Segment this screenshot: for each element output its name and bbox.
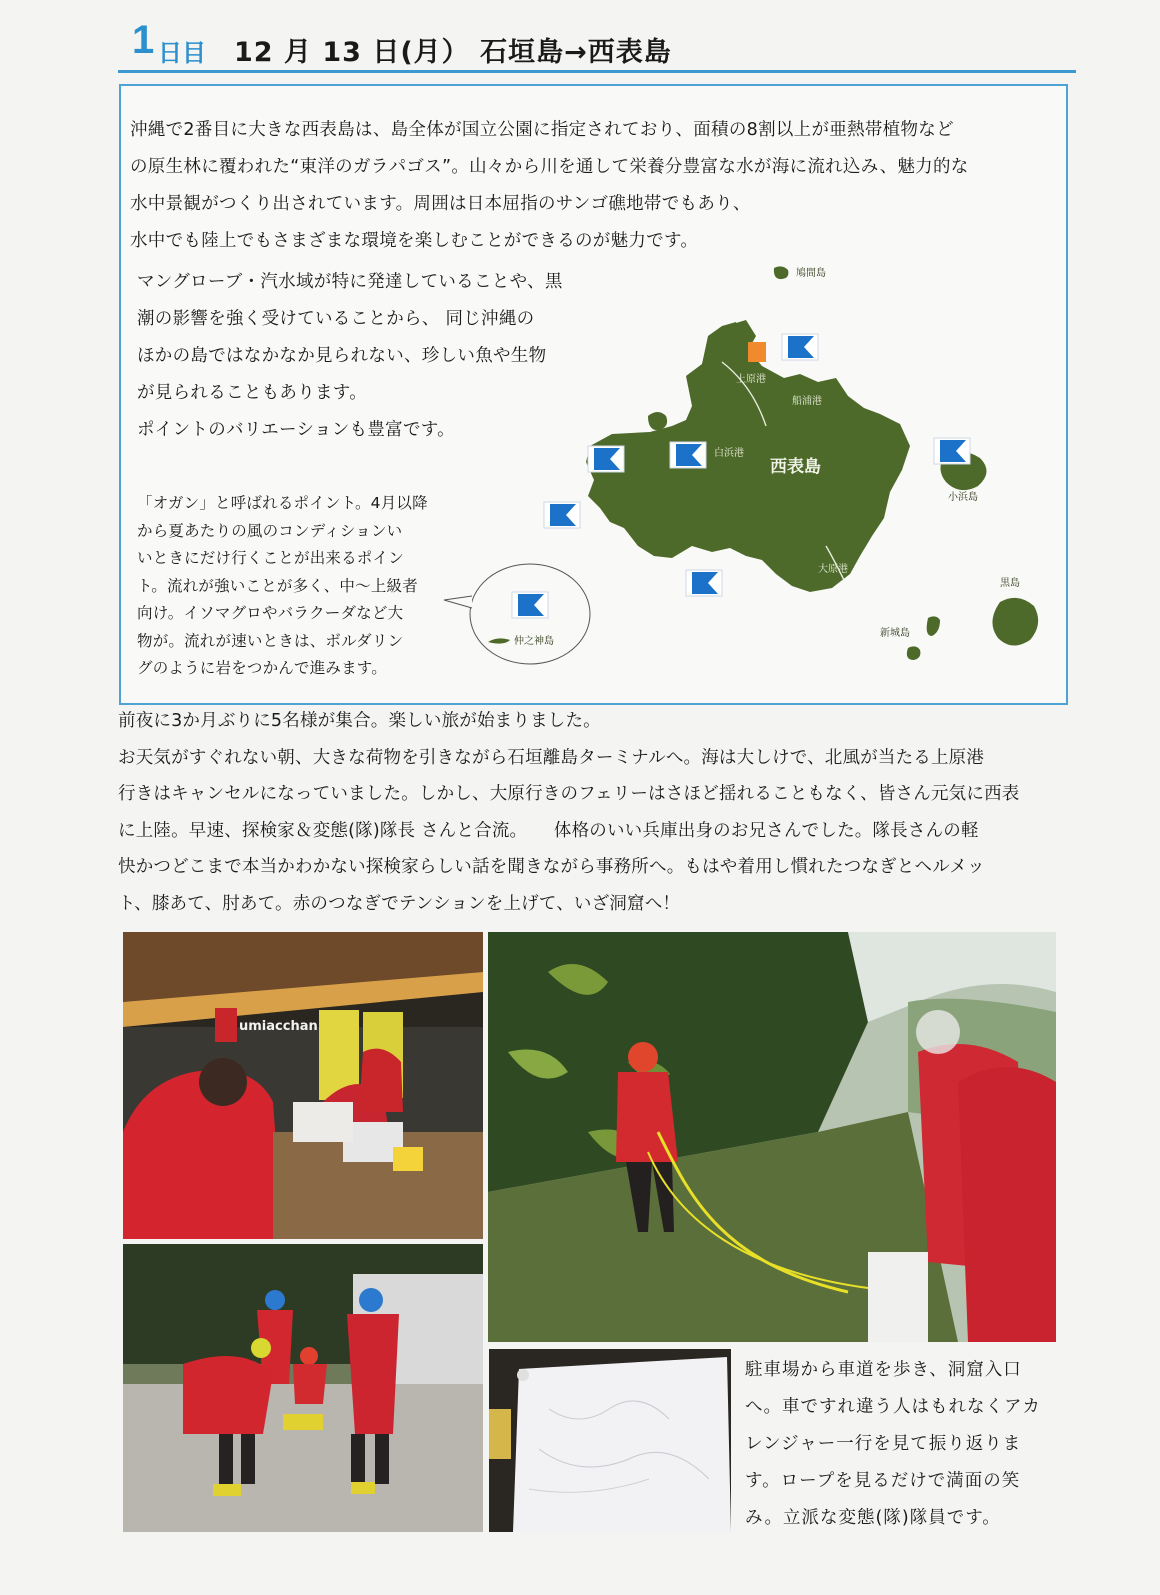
iriomote-map [440,256,1060,696]
map-label-kohama: 小浜島 [948,492,978,503]
intro-line: 水中景観がつくり出されています。周囲は日本屈指のサンゴ礁地帯でもあり、 [130,194,751,214]
mangrove-line: ポイントのバリエーションも豊富です。 [137,420,455,440]
photo-group-helmets [123,1244,483,1532]
ogan-line: ト。流れが強いことが多く、中～上級者 [137,576,418,595]
aragusuku-island [927,616,940,636]
dive-flag [686,570,722,596]
map-svg [440,256,1060,696]
map-label-nakanokami: 仲之神島 [514,636,554,647]
photo-caption [745,1352,1065,1537]
mangrove-line: 潮の影響を強く受けていることから、 同じ沖縄の [137,309,535,329]
story-line: お天気がすぐれない朝、大きな荷物を引きながら石垣離島ターミナルへ。海は大しけで、北風が当たる上原港 [118,747,985,768]
ogan-line: グのように岩をつかんで進みます。 [137,659,387,677]
day-heading [118,20,1076,73]
story-line: ト、膝あて、肘あて。赤のつなぎでテンションを上げて、いざ洞窟へ！ [118,893,681,914]
ogan-text [137,490,447,683]
map-label-aragusuku: 新城島 [880,628,910,639]
dive-flag [670,442,706,468]
story-line: 前夜に3か月ぶりに5名様が集合。楽しい旅が始まりました。 [118,711,601,731]
callout-pointer [444,596,472,608]
map-label-main: 西表島 [770,457,821,477]
dive-flag [544,502,580,528]
intro-line: 沖縄で2番目に大きな西表島は、島全体が国立公園に指定されており、面積の8割以上が亜熱帯植物など [130,120,954,140]
mangrove-line: が見られることもあります。 [137,383,367,403]
mangrove-line: マングローブ・汽水域が特に発達していることや、黒 [137,272,563,292]
ogan-line: いときにだけ行くことが出来るポイン [137,549,404,567]
ogan-line: 向け。イソマグロやバラクーダなど大 [137,604,404,622]
caption-line: み。立派な変態(隊)隊員です。 [745,1508,1001,1528]
dive-flag [782,334,818,360]
caption-line: へ。車ですれ違う人はもれなくアカ [745,1397,1041,1417]
uehara-port-marker [748,342,766,362]
mangrove-line: ほかの島ではなかなか見られない、珍しい魚や生物 [137,346,547,366]
story-text [118,703,1068,922]
intro-line: 水中でも陸上でもさまざまな環境を楽しむことができるのが魅力です。 [130,231,699,251]
ogan-line: から夏あたりの風のコンディションい [137,521,403,540]
ogan-line: 「オガン」と呼ばれるポイント。4月以降 [137,494,428,512]
intro-line: の原生林に覆われた“東洋のガラパゴス”。山々から川を通して栄養分豊富な水が海に流れ込み、魅力的な [130,157,969,177]
day-title: 12 月 13 日(月） 石垣島→西表島 [234,37,672,68]
caption-line: レンジャー一行を見て振り返りま [745,1434,1022,1454]
aragusuku-island-2 [907,646,921,660]
dive-flag [588,446,624,472]
map-label-hatoma: 鳩間島 [796,268,826,279]
hatoma-island [774,266,789,279]
map-label-uehara: 上原港 [736,374,766,385]
photo-cave-map [489,1349,731,1532]
day-unit: 日目 [158,39,206,67]
office-sign-text: umiacchan [239,1019,318,1034]
day-number: 1 [132,18,155,62]
story-line: 快かつどこまで本当かわかない探検家らしい話を聞きながら事務所へ。もはや着用し慣れたつなぎとヘルメッ [118,857,985,877]
photo-forest-rope [488,932,1056,1342]
map-label-funaura: 船浦港 [792,396,822,407]
photo-office [123,932,483,1239]
intro-text [130,112,1060,260]
main-island [586,322,910,592]
map-label-shirahama: 白浜港 [714,448,744,459]
west-islet-small [656,463,669,475]
caption-line: す。ロープを見るだけで満面の笑 [745,1471,1021,1491]
story-line: 行きはキャンセルになっていました。しかし、大原行きのフェリーはさほど揺れることもなく、皆さん元気に西表 [118,784,1020,804]
dive-flag [934,438,970,464]
caption-line: 駐車場から車道を歩き、洞窟入口 [745,1360,1022,1380]
map-label-ohara: 大原港 [818,564,848,575]
map-label-kuroshima: 黒島 [1000,578,1020,589]
west-islet [648,412,667,430]
ogan-line: 物が。流れが速いときは、ボルダリン [137,631,404,650]
kuroshima-island [992,598,1038,646]
story-line: に上陸。早速、探検家＆変態(隊)隊長 さんと合流。 体格のいい兵庫出身のお兄さんでした。隊長さんの軽 [118,820,979,841]
dive-flag [512,592,548,618]
